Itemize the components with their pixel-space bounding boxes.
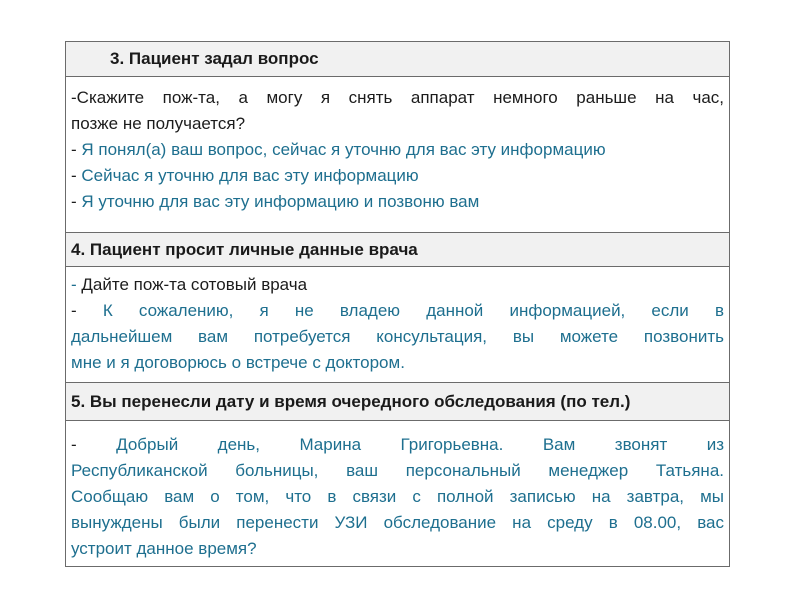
answer-line: Сообщаю вам о том, что в связи с полной записью на завтра, мы xyxy=(71,487,724,506)
question-text: Дайте пож-та сотовый врача xyxy=(81,275,308,294)
question-line: -Скажите пож-та, а могу я снять аппарат немного раньше на час, xyxy=(71,88,724,107)
answer-line xyxy=(71,189,724,215)
answer-text: Я понял(а) ваш вопрос, сейчас я уточню для вас эту информацию xyxy=(81,140,606,159)
section-body-rescheduled-exam xyxy=(66,421,729,567)
answer-line: дальнейшем вам потребуется консультация, вы можете позвонить xyxy=(71,327,724,346)
dash-marker: - xyxy=(71,435,117,454)
answer-text: К сожалению, я не владею данной информацией, если в xyxy=(102,301,724,320)
script-table xyxy=(65,41,730,567)
question-line xyxy=(71,272,724,298)
dash-marker: - xyxy=(71,166,82,185)
answer-text: Я уточню для вас эту информацию и позвоню вам xyxy=(81,192,480,211)
section-title: 4. Пациент просит личные данные врача xyxy=(71,239,418,259)
dash-marker: - xyxy=(71,192,82,211)
section-header-patient-question xyxy=(66,42,729,77)
section-body-personal-data xyxy=(66,267,729,383)
answer-line: мне и я договорюсь о встрече с доктором. xyxy=(71,353,405,372)
answer-line xyxy=(71,432,724,458)
answer-text: Добрый день, Марина Григорьевна. Вам звонят из xyxy=(116,435,724,454)
dash-marker: - xyxy=(71,275,82,294)
answer-line xyxy=(71,298,724,324)
section-title: 3. Пациент задал вопрос xyxy=(110,49,319,68)
answer-line xyxy=(71,163,724,189)
section-body-patient-question xyxy=(66,77,729,233)
section-header-personal-data xyxy=(66,233,729,267)
answer-line: устроит данное время? xyxy=(71,539,257,558)
answer-line: Республиканской больницы, ваш персональный менеджер Татьяна. xyxy=(71,461,724,480)
dash-marker: - xyxy=(71,301,103,320)
section-header-rescheduled-exam xyxy=(66,383,729,421)
question-line: позже не получается? xyxy=(71,114,246,133)
answer-line xyxy=(71,137,724,163)
answer-line: вынуждены были перенести УЗИ обследование на среду в 08.00, вас xyxy=(71,513,724,532)
answer-text: Сейчас я уточню для вас эту информацию xyxy=(81,166,419,185)
dash-marker: - xyxy=(71,140,82,159)
section-title: 5. Вы перенесли дату и время очередного обследования (по тел.) xyxy=(71,391,631,411)
